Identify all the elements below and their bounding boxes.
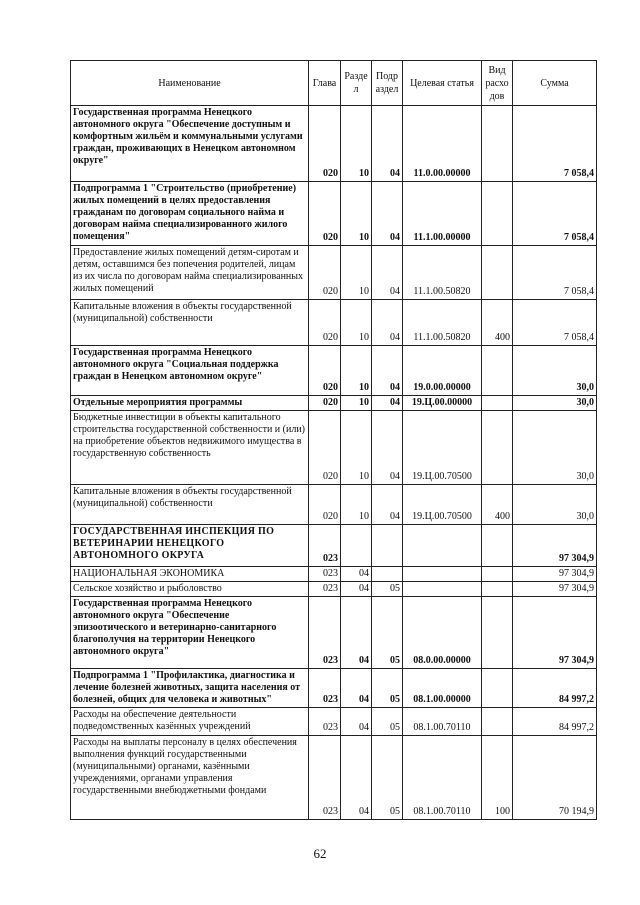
row-type xyxy=(482,106,513,182)
row-sum: 30,0 xyxy=(513,411,597,485)
row-target: 19.Ц.00.70500 xyxy=(403,485,482,525)
table-row xyxy=(71,182,597,246)
row-type xyxy=(482,597,513,669)
row-section xyxy=(341,525,372,567)
row-subsection: 04 xyxy=(372,396,403,411)
row-name: Расходы на выплаты персоналу в целях обеспечения выполнения функций государственными (муниципальными) органами, казёнными учреждениями, органами управления государственными внебюджетными фондами xyxy=(71,736,309,820)
table-row xyxy=(71,106,597,182)
header-chapter: Глава xyxy=(309,61,341,106)
row-type xyxy=(482,567,513,582)
row-subsection xyxy=(372,567,403,582)
row-name: Предоставление жилых помещений детям-сиротам и детям, оставшимся без попечения родителей, лицам из их числа по договорам найма специализированных жилых помещений xyxy=(71,246,309,300)
table-header-row xyxy=(71,61,597,106)
row-target: 08.1.00.70110 xyxy=(403,736,482,820)
row-section: 04 xyxy=(341,567,372,582)
row-name: Капитальные вложения в объекты государственной (муниципальной) собственности xyxy=(71,300,309,346)
row-chapter: 020 xyxy=(309,411,341,485)
row-name: ГОСУДАРСТВЕННАЯ ИНСПЕКЦИЯ ПО ВЕТЕРИНАРИИ НЕНЕЦКОГО АВТОНОМНОГО ОКРУГА xyxy=(71,525,309,567)
row-target: 11.1.00.00000 xyxy=(403,182,482,246)
table-row xyxy=(71,300,597,346)
table-row xyxy=(71,346,597,396)
row-chapter: 020 xyxy=(309,246,341,300)
row-type: 400 xyxy=(482,300,513,346)
row-type xyxy=(482,582,513,597)
row-type xyxy=(482,246,513,300)
table-row xyxy=(71,396,597,411)
header-name: Наименование xyxy=(71,61,309,106)
row-sum: 7 058,4 xyxy=(513,300,597,346)
table-row xyxy=(71,708,597,736)
row-sum: 97 304,9 xyxy=(513,567,597,582)
row-target: 19.0.00.00000 xyxy=(403,346,482,396)
row-name: Подпрограмма 1 "Профилактика, диагностика и лечение болезней животных, защита населения от болезней, общих для человека и животных" xyxy=(71,669,309,708)
row-target xyxy=(403,567,482,582)
header-target: Целевая статья xyxy=(403,61,482,106)
row-target: 08.1.00.00000 xyxy=(403,669,482,708)
budget-table xyxy=(70,60,597,820)
row-type xyxy=(482,396,513,411)
row-subsection: 04 xyxy=(372,106,403,182)
row-sum: 30,0 xyxy=(513,396,597,411)
row-type xyxy=(482,708,513,736)
row-name: Подпрограмма 1 "Строительство (приобретение) жилых помещений в целях предоставления гражданам по договорам социального найма и договорам найма специализированного жилого помещения" xyxy=(71,182,309,246)
row-chapter: 023 xyxy=(309,597,341,669)
row-subsection: 04 xyxy=(372,485,403,525)
row-sum: 7 058,4 xyxy=(513,106,597,182)
row-subsection: 05 xyxy=(372,708,403,736)
row-name: Государственная программа Ненецкого автономного округа "Обеспечение доступным и комфортным жильём и коммунальными услугами граждан, проживающих в Ненецком автономном округе" xyxy=(71,106,309,182)
row-target: 19.Ц.00.00000 xyxy=(403,396,482,411)
row-section: 10 xyxy=(341,246,372,300)
row-name: Государственная программа Ненецкого автономного округа "Социальная поддержка граждан в Ненецком автономном округе" xyxy=(71,346,309,396)
table-row xyxy=(71,485,597,525)
header-type: Вид расхо дов xyxy=(482,61,513,106)
row-type: 400 xyxy=(482,485,513,525)
row-sum: 97 304,9 xyxy=(513,525,597,567)
row-section: 10 xyxy=(341,346,372,396)
row-chapter: 020 xyxy=(309,106,341,182)
row-subsection: 04 xyxy=(372,182,403,246)
row-name: Расходы на обеспечение деятельности подведомственных казённых учреждений xyxy=(71,708,309,736)
row-section: 04 xyxy=(341,736,372,820)
row-sum: 84 997,2 xyxy=(513,669,597,708)
row-target xyxy=(403,582,482,597)
table-row xyxy=(71,411,597,485)
row-type xyxy=(482,525,513,567)
row-section: 04 xyxy=(341,582,372,597)
row-target: 19.Ц.00.70500 xyxy=(403,411,482,485)
row-section: 10 xyxy=(341,411,372,485)
row-subsection: 04 xyxy=(372,300,403,346)
row-type: 100 xyxy=(482,736,513,820)
row-sum: 97 304,9 xyxy=(513,597,597,669)
row-section: 10 xyxy=(341,300,372,346)
row-name: Государственная программа Ненецкого автономного округа "Обеспечение эпизоотического и ветеринарно-санитарного благополучия на территории Ненецкого автономного округа" xyxy=(71,597,309,669)
table-row xyxy=(71,669,597,708)
row-section: 10 xyxy=(341,396,372,411)
row-target: 08.1.00.70110 xyxy=(403,708,482,736)
table-row xyxy=(71,597,597,669)
row-sum: 30,0 xyxy=(513,485,597,525)
row-sum: 97 304,9 xyxy=(513,582,597,597)
row-subsection xyxy=(372,525,403,567)
row-target: 11.0.00.00000 xyxy=(403,106,482,182)
table-row xyxy=(71,582,597,597)
row-section: 10 xyxy=(341,182,372,246)
row-chapter: 020 xyxy=(309,396,341,411)
row-section: 04 xyxy=(341,669,372,708)
row-chapter: 023 xyxy=(309,669,341,708)
row-subsection: 05 xyxy=(372,582,403,597)
row-chapter: 023 xyxy=(309,582,341,597)
row-chapter: 020 xyxy=(309,182,341,246)
header-sum: Сумма xyxy=(513,61,597,106)
row-type xyxy=(482,669,513,708)
row-chapter: 023 xyxy=(309,708,341,736)
row-type xyxy=(482,182,513,246)
table-row xyxy=(71,525,597,567)
row-subsection: 04 xyxy=(372,246,403,300)
row-section: 10 xyxy=(341,106,372,182)
row-name: Бюджетные инвестиции в объекты капитального строительства государственной собственности и (или) на приобретение объектов недвижимого имущества в государственную собственность xyxy=(71,411,309,485)
table-row xyxy=(71,567,597,582)
header-subsection: Подр аздел xyxy=(372,61,403,106)
row-target xyxy=(403,525,482,567)
row-subsection: 05 xyxy=(372,736,403,820)
row-target: 11.1.00.50820 xyxy=(403,300,482,346)
row-sum: 7 058,4 xyxy=(513,182,597,246)
row-subsection: 04 xyxy=(372,411,403,485)
row-target: 08.0.00.00000 xyxy=(403,597,482,669)
row-section: 04 xyxy=(341,708,372,736)
row-type xyxy=(482,346,513,396)
row-type xyxy=(482,411,513,485)
row-chapter: 023 xyxy=(309,736,341,820)
row-name: Сельское хозяйство и рыболовство xyxy=(71,582,309,597)
row-name: Отдельные мероприятия программы xyxy=(71,396,309,411)
row-sum: 30,0 xyxy=(513,346,597,396)
row-subsection: 05 xyxy=(372,669,403,708)
row-subsection: 04 xyxy=(372,346,403,396)
header-section: Разде л xyxy=(341,61,372,106)
row-chapter: 020 xyxy=(309,346,341,396)
row-subsection: 05 xyxy=(372,597,403,669)
row-name: Капитальные вложения в объекты государственной (муниципальной) собственности xyxy=(71,485,309,525)
row-sum: 70 194,9 xyxy=(513,736,597,820)
row-sum: 84 997,2 xyxy=(513,708,597,736)
table-row xyxy=(71,736,597,820)
row-section: 04 xyxy=(341,597,372,669)
row-sum: 7 058,4 xyxy=(513,246,597,300)
row-chapter: 020 xyxy=(309,300,341,346)
row-chapter: 020 xyxy=(309,485,341,525)
row-target: 11.1.00.50820 xyxy=(403,246,482,300)
row-section: 10 xyxy=(341,485,372,525)
page-number: 62 xyxy=(313,846,327,861)
row-chapter: 023 xyxy=(309,525,341,567)
row-name: НАЦИОНАЛЬНАЯ ЭКОНОМИКА xyxy=(71,567,309,582)
table-row xyxy=(71,246,597,300)
row-chapter: 023 xyxy=(309,567,341,582)
